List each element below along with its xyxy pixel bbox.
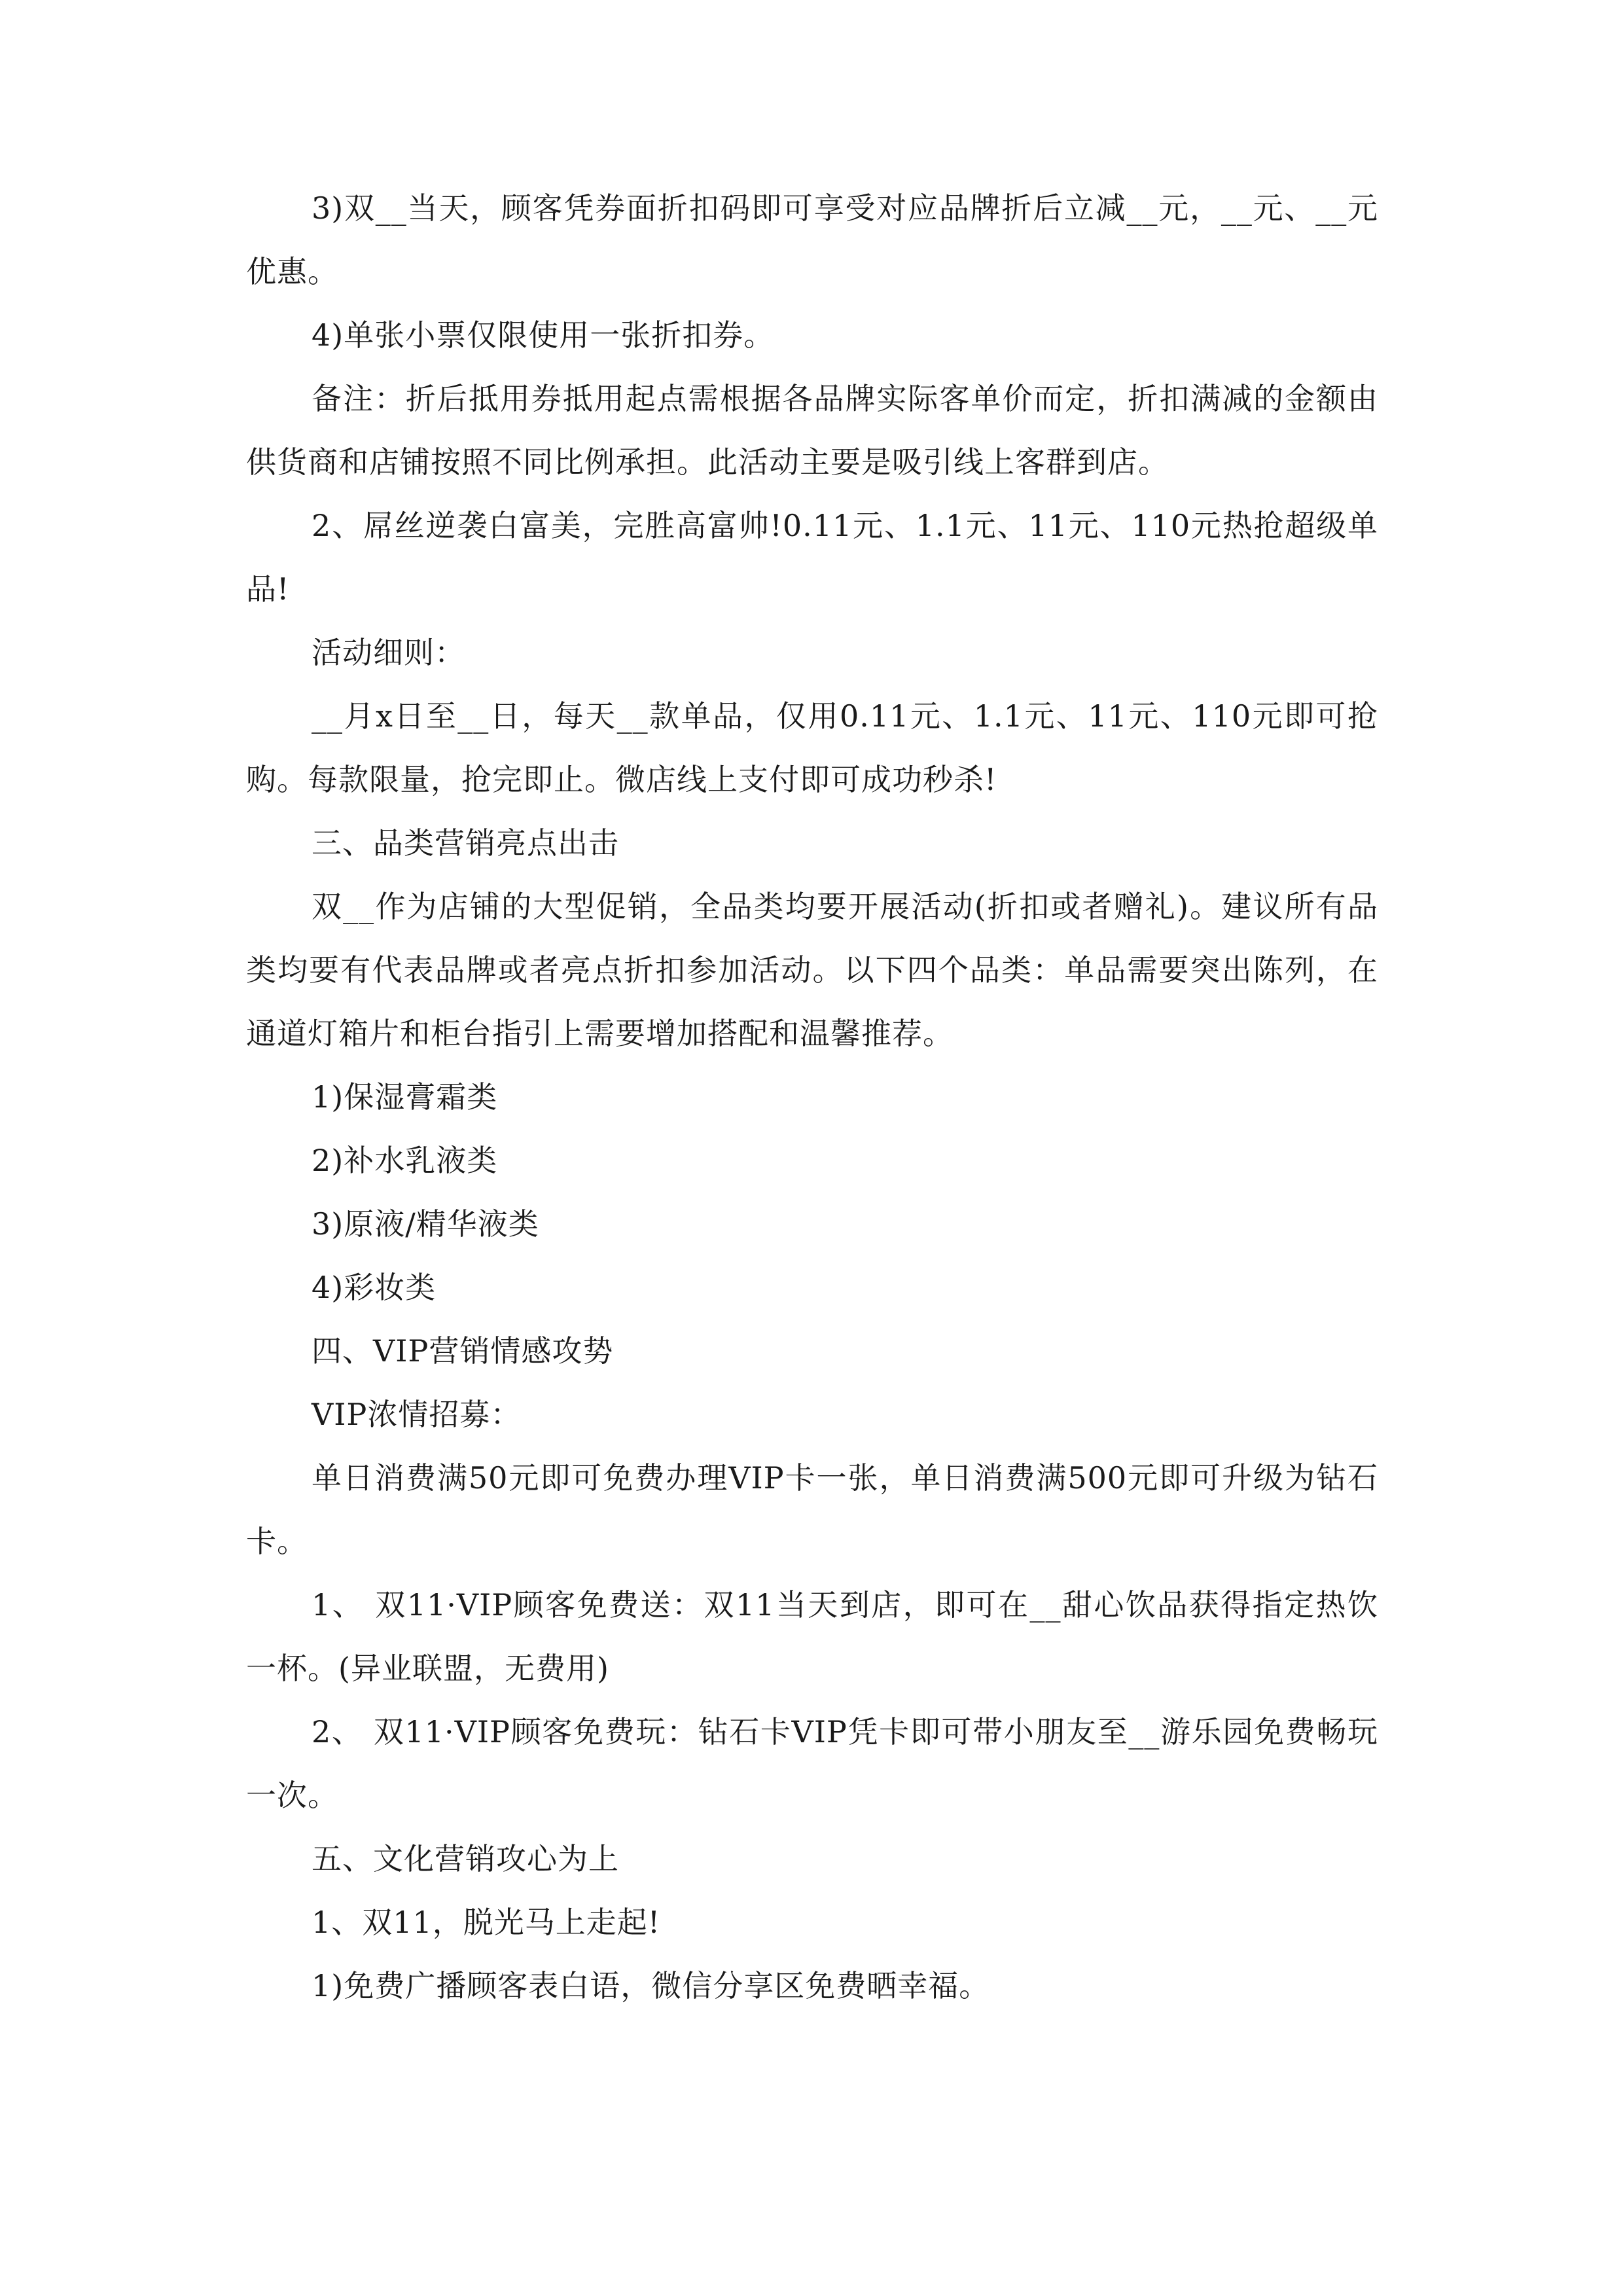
paragraph-hot-items: 2、屌丝逆袭白富美，完胜高富帅!0.11元、1.1元、11元、110元热抢超级单品! bbox=[246, 508, 1378, 607]
list-item-moisturizing-cream: 1)保湿膏霜类 bbox=[312, 1079, 498, 1115]
list-item-serum: 3)原液/精华液类 bbox=[312, 1206, 539, 1242]
paragraph-note: 备注：折后抵用券抵用起点需根据各品牌实际客单价而定，折扣满减的金额由供货商和店铺按照不同比例承担。此活动主要是吸引线上客群到店。 bbox=[246, 381, 1378, 480]
paragraph-category-detail: 双__作为店铺的大型促销，全品类均要开展活动(折扣或者赠礼)。建议所有品类均要有代表品牌或者亮点折扣参加活动。以下四个品类：单品需要突出陈列，在通道灯箱片和柜台指引上需要增加搭配和温馨推荐。 bbox=[246, 889, 1378, 1051]
paragraph-singles-day: 1、双11，脱光马上走起! bbox=[312, 1905, 661, 1940]
paragraph-free-broadcast: 1)免费广播顾客表白语，微信分享区免费晒幸福。 bbox=[312, 1968, 990, 2003]
paragraph-rules-heading: 活动细则： bbox=[312, 635, 465, 670]
document-body bbox=[246, 177, 1378, 2018]
list-item-makeup: 4)彩妆类 bbox=[312, 1270, 437, 1305]
paragraph-vip-free-play: 2、 双11·VIP顾客免费玩：钻石卡VIP凭卡即可带小朋友至__游乐园免费畅玩一次。 bbox=[246, 1714, 1378, 1813]
section-heading-culture: 五、文化营销攻心为上 bbox=[312, 1841, 619, 1876]
paragraph-vip-recruit: VIP浓情招募： bbox=[312, 1397, 522, 1432]
paragraph-single-receipt: 4)单张小票仅限使用一张折扣券。 bbox=[312, 317, 775, 353]
list-item-hydrating-lotion: 2)补水乳液类 bbox=[312, 1143, 498, 1178]
section-heading-category: 三、品类营销亮点出击 bbox=[312, 825, 619, 861]
paragraph-vip-card: 单日消费满50元即可免费办理VIP卡一张，单日消费满500元即可升级为钻石卡。 bbox=[246, 1460, 1378, 1559]
paragraph-vip-free-drink: 1、 双11·VIP顾客免费送：双11当天到店，即可在__甜心饮品获得指定热饮一杯。(异业联盟，无费用) bbox=[246, 1587, 1378, 1686]
paragraph-rules-detail: __月x日至__日，每天__款单品，仅用0.11元、1.1元、11元、110元即可抢购。每款限量，抢完即止。微店线上支付即可成功秒杀! bbox=[246, 698, 1378, 797]
section-heading-vip: 四、VIP营销情感攻势 bbox=[312, 1333, 614, 1369]
paragraph-discount-code: 3)双__当天，顾客凭券面折扣码即可享受对应品牌折后立减__元，__元、__元优惠。 bbox=[246, 190, 1378, 289]
